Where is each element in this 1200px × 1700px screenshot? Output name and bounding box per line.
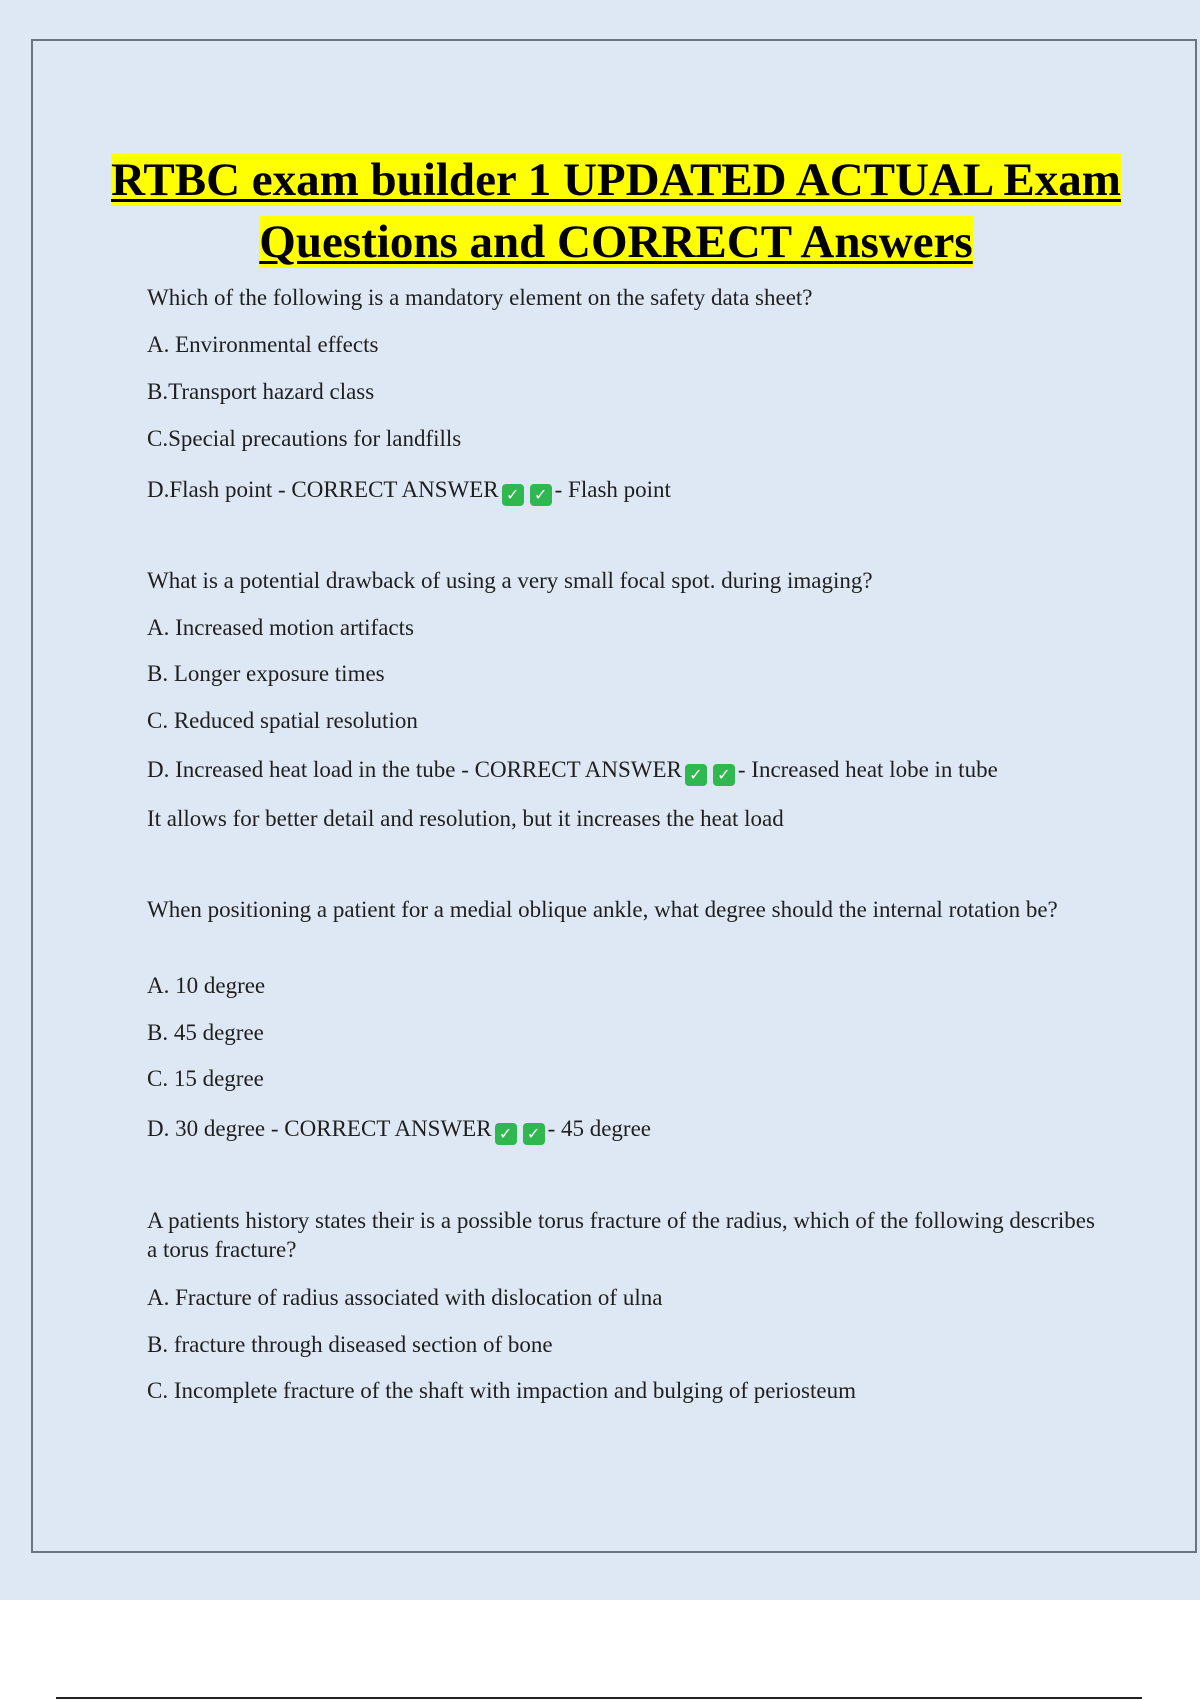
answer-option: B. fracture through diseased section of bone <box>147 1332 553 1357</box>
document-page <box>31 39 1197 1553</box>
footer-divider <box>56 1697 1142 1699</box>
answer-option: A. Increased motion artifacts <box>147 615 414 640</box>
check-box-icon: ✓ <box>502 484 524 506</box>
correct-answer-text: D. 30 degree - CORRECT ANSWER <box>147 1116 492 1141</box>
question-text: A patients history states their is a possible torus fracture of the radius, which of the following describes a torus fracture? <box>147 1208 1095 1262</box>
check-box-icon: ✓ <box>530 484 552 506</box>
question-text: When positioning a patient for a medial oblique ankle, what degree should the internal rotation be? <box>147 897 1058 922</box>
correct-answer-text: D.Flash point - CORRECT ANSWER <box>147 477 499 502</box>
answer-option: C. Incomplete fracture of the shaft with impaction and bulging of periosteum <box>147 1378 856 1403</box>
answer-option: B. Longer exposure times <box>147 661 385 686</box>
check-box-icon: ✓ <box>713 764 735 786</box>
correct-answer-value: - Increased heat lobe in tube <box>737 757 998 782</box>
question-text: What is a potential drawback of using a very small focal spot. during imaging? <box>147 568 873 593</box>
check-box-icon: ✓ <box>685 764 707 786</box>
answer-option: B. 45 degree <box>147 1020 264 1045</box>
answer-option: A. 10 degree <box>147 973 266 998</box>
answer-option: A. Environmental effects <box>147 332 379 357</box>
answer-option: B.Transport hazard class <box>147 379 375 404</box>
answer-option: A. Fracture of radius associated with dislocation of ulna <box>147 1285 663 1310</box>
correct-answer-value: - 45 degree <box>547 1116 652 1141</box>
correct-answer-line <box>147 475 671 506</box>
answer-option: C. Reduced spatial resolution <box>147 708 418 733</box>
correct-answer-line <box>147 1114 651 1145</box>
question-text: Which of the following is a mandatory element on the safety data sheet? <box>147 285 813 310</box>
answer-option: C.Special precautions for landfills <box>147 426 462 451</box>
title-highlight: RTBC exam builder 1 UPDATED ACTUAL Exam Questions and CORRECT Answers <box>111 154 1121 268</box>
answer-option: C. 15 degree <box>147 1066 264 1091</box>
correct-answer-line <box>147 755 998 786</box>
check-box-icon: ✓ <box>523 1123 545 1145</box>
correct-answer-text: D. Increased heat load in the tube - CORRECT ANSWER <box>147 757 682 782</box>
check-box-icon: ✓ <box>495 1123 517 1145</box>
answer-explanation: It allows for better detail and resolution, but it increases the heat load <box>147 806 784 831</box>
document-title <box>33 149 1199 273</box>
correct-answer-value: - Flash point <box>554 477 671 502</box>
